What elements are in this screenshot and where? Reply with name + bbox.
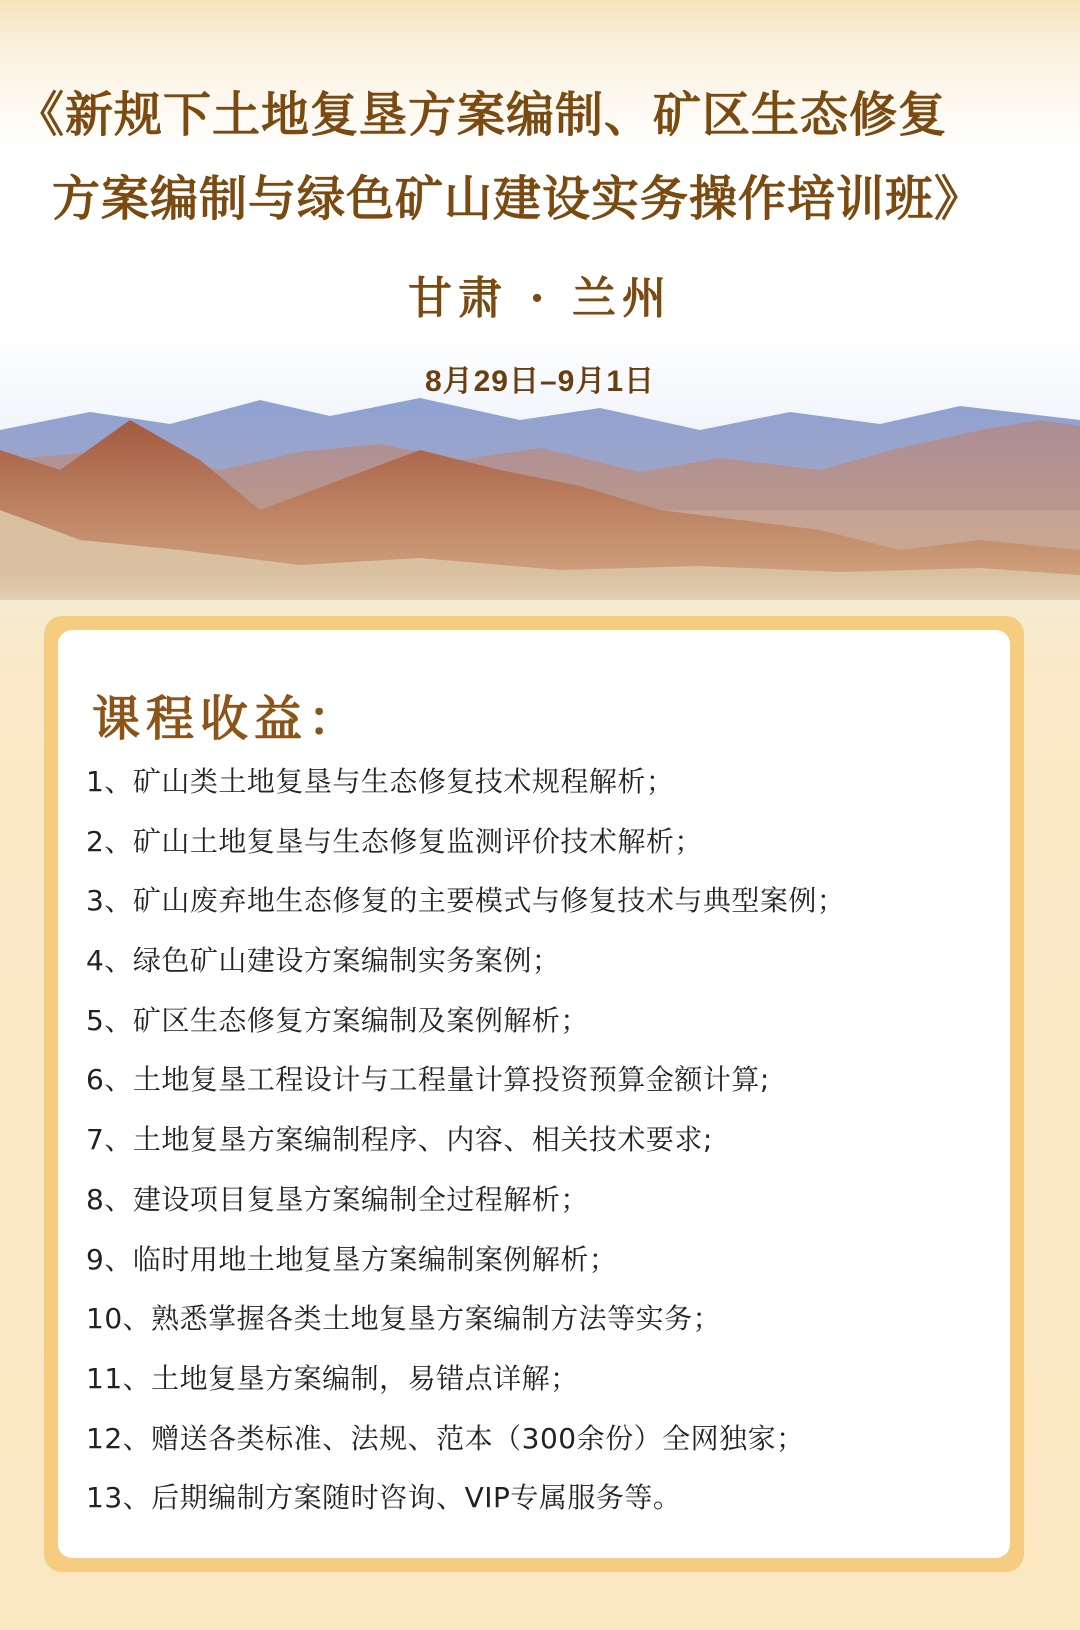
benefit-item-8: 8、建设项目复垦方案编制全过程解析； (86, 1182, 589, 1216)
benefit-item-2: 2、矿山土地复垦与生态修复监测评价技术解析； (86, 824, 703, 858)
benefits-list (86, 760, 845, 1536)
benefit-item-4: 4、绿色矿山建设方案编制实务案例； (86, 944, 561, 978)
course-title-line-1: 《新规下土地复垦方案编制、矿区生态修复 (16, 87, 948, 143)
course-title-line-2: 方案编制与绿色矿山建设实务操作培训班》 (52, 171, 984, 227)
event-location: 甘肃 · 兰州 (408, 273, 672, 324)
benefit-item-3: 3、矿山废弃地生态修复的主要模式与修复技术与典型案例； (86, 884, 846, 918)
benefit-item-10: 10、熟悉掌握各类土地复垦方案编制方法等实务； (86, 1302, 722, 1336)
benefit-item-11: 11、土地复垦方案编制，易错点详解； (86, 1361, 579, 1395)
benefit-item-13: 13、后期编制方案随时咨询、VIP专属服务等。 (86, 1481, 682, 1515)
event-dates: 8月29日–9月1日 (424, 365, 656, 398)
benefit-item-6: 6、土地复垦工程设计与工程量计算投资预算金额计算; (86, 1063, 770, 1097)
benefit-item-12: 12、赠送各类标准、法规、范本（300余份）全网独家； (86, 1421, 805, 1455)
benefit-item-1: 1、矿山类土地复垦与生态修复技术规程解析； (86, 765, 675, 798)
benefit-item-5: 5、矿区生态修复方案编制及案例解析； (86, 1003, 589, 1037)
benefits-heading: 课程收益： (92, 691, 363, 747)
benefit-item-7: 7、土地复垦方案编制程序、内容、相关技术要求; (86, 1123, 713, 1157)
benefit-item-9: 9、临时用地土地复垦方案编制案例解析； (86, 1242, 618, 1276)
